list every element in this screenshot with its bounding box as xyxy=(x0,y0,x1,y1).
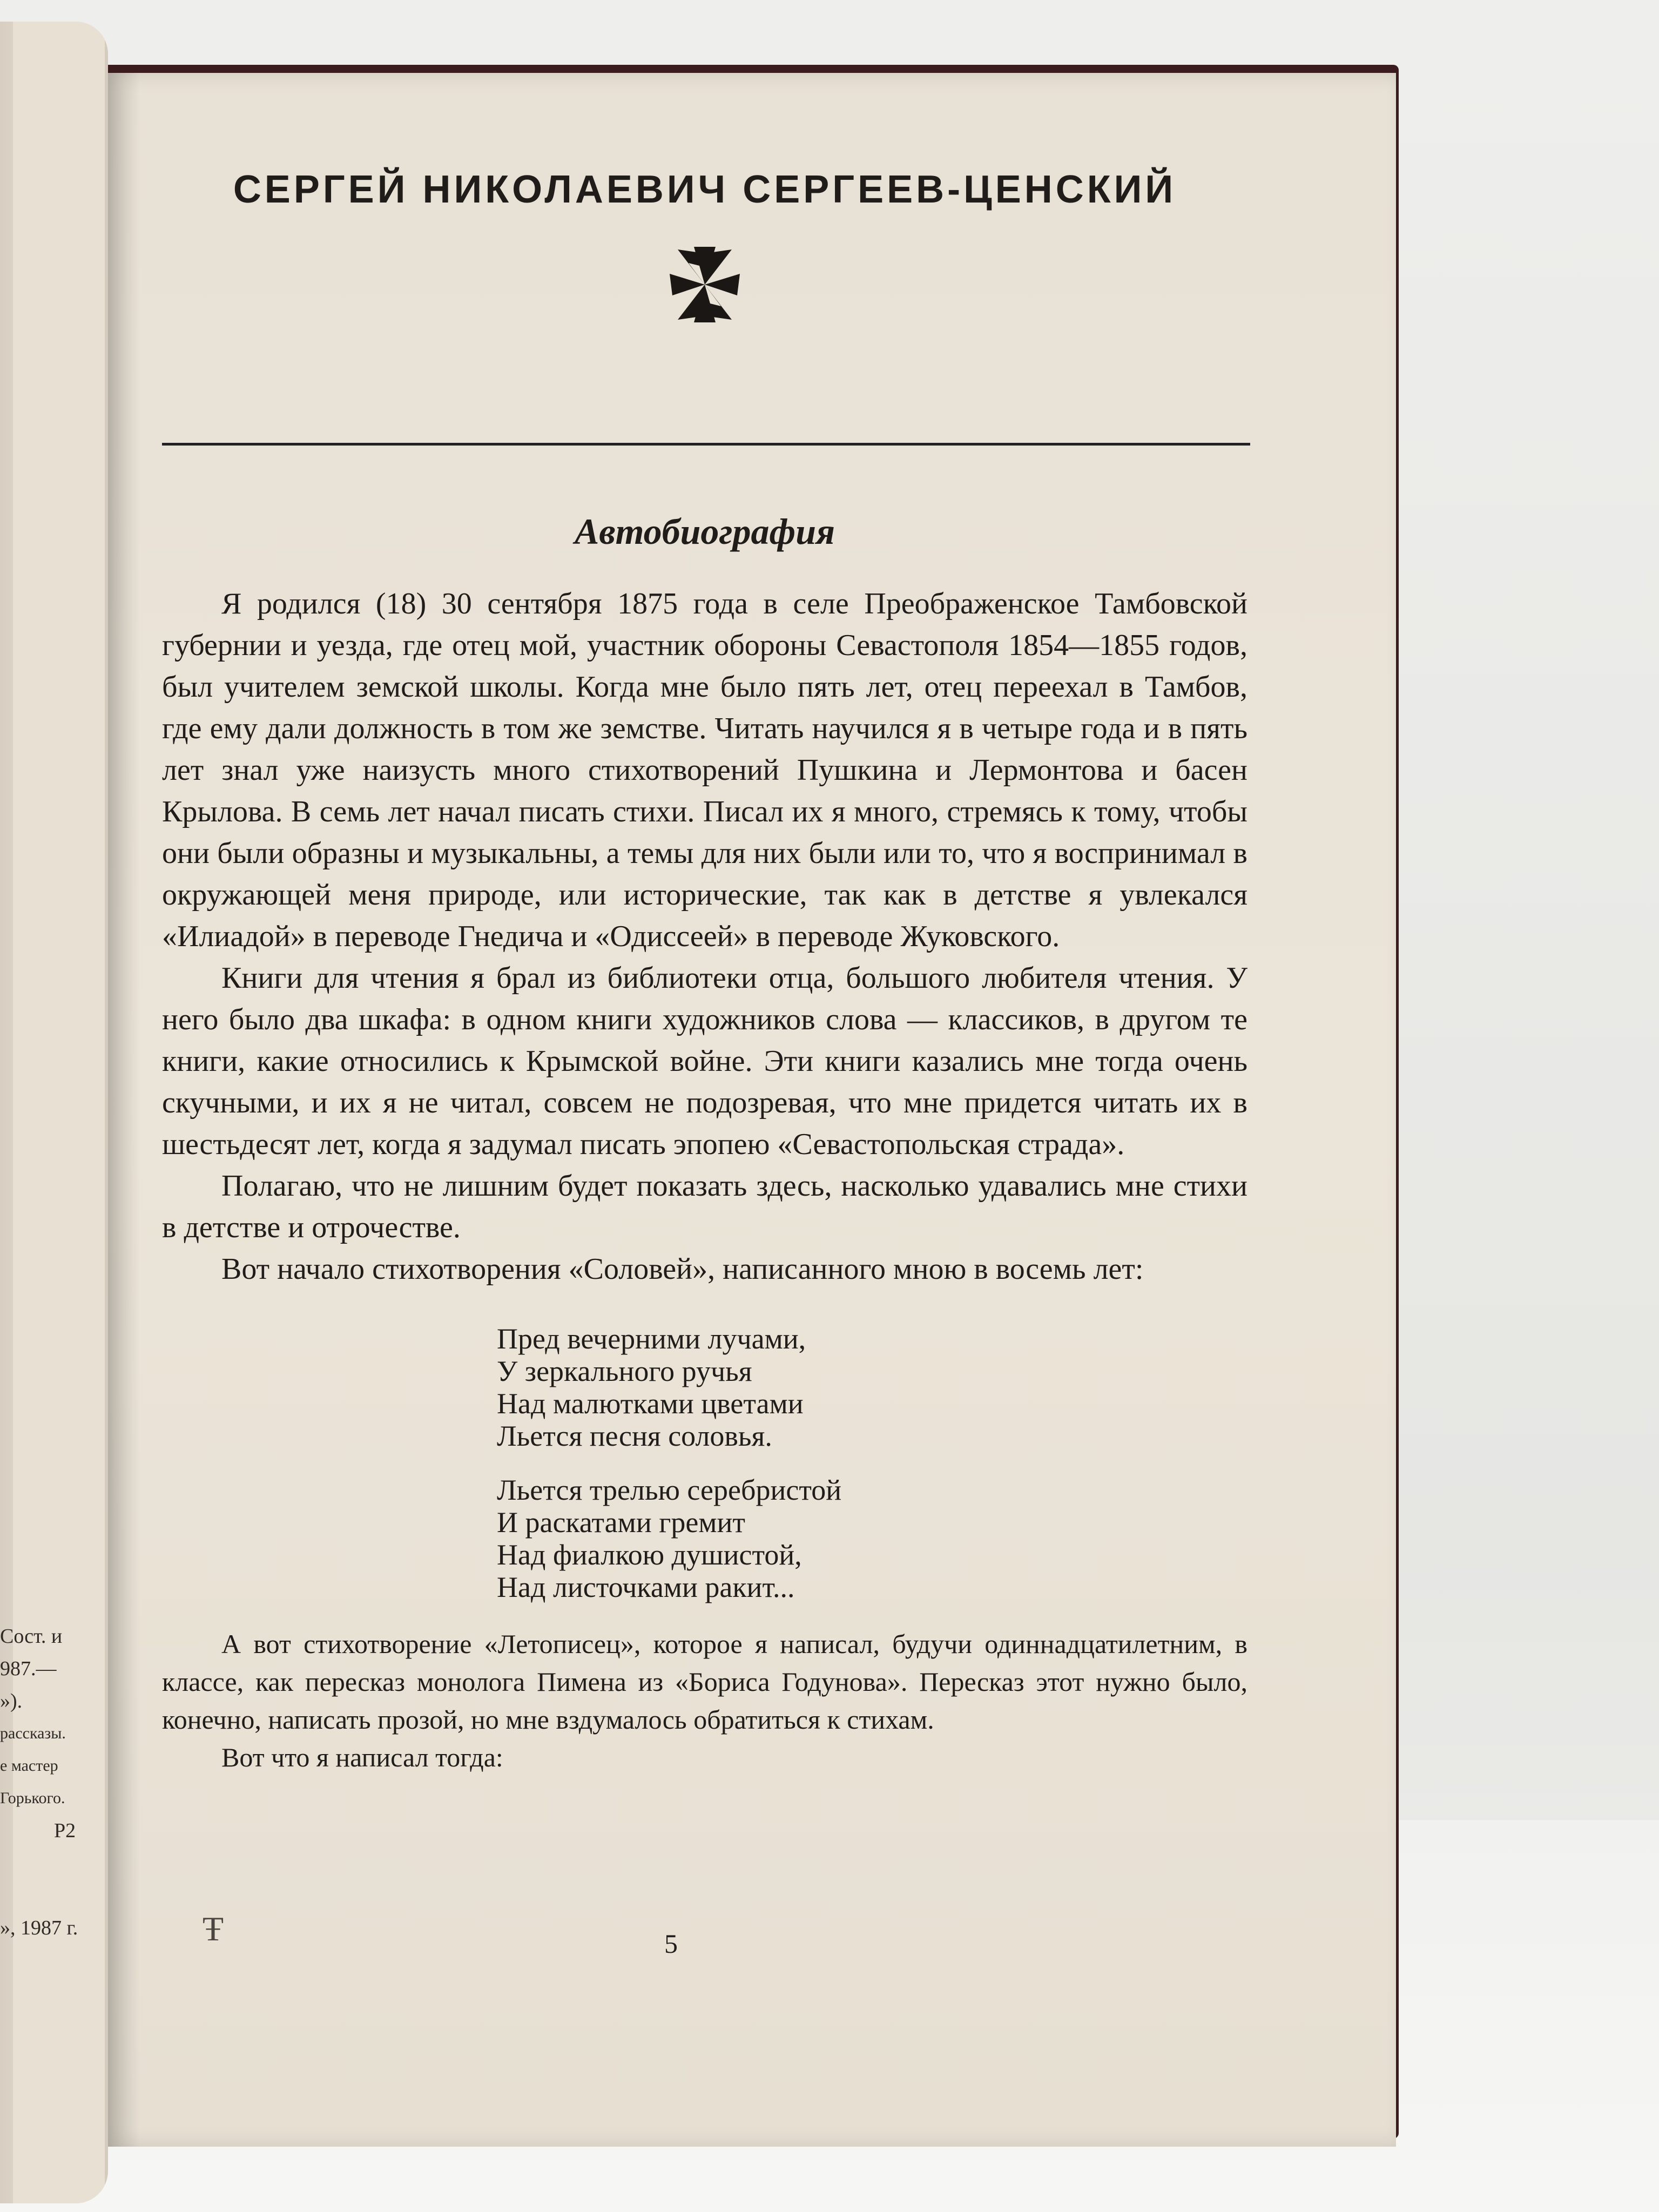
after-poem-text xyxy=(162,1625,1247,1776)
paragraph: Вот начало стихотворения «Соловей», написанного мною в восемь лет: xyxy=(221,1252,1144,1286)
edge-line: е мастер xyxy=(0,1757,58,1775)
poem-line: Над фиалкою душистой, xyxy=(497,1539,802,1571)
poem-line: Льется трелью серебристой xyxy=(497,1474,842,1506)
page-header xyxy=(162,167,1247,325)
left-page-text xyxy=(0,1620,108,1944)
pencil-mark: Ŧ xyxy=(203,1910,224,1948)
spine-shadow xyxy=(103,73,140,2147)
poem-line: Пред вечерними лучами, xyxy=(497,1323,806,1355)
edge-line: 987.— xyxy=(0,1657,57,1680)
edge-line: рассказы. xyxy=(0,1724,66,1742)
edge-line: », 1987 г. xyxy=(0,1917,78,1939)
edge-line: Горького. xyxy=(0,1789,65,1807)
section-title: Автобиография xyxy=(574,511,835,552)
poem-stanza xyxy=(497,1323,1247,1452)
poem-line: Над листочками ракит... xyxy=(497,1571,795,1603)
author-name: СЕРГЕЙ НИКОЛАЕВИЧ СЕРГЕЕВ-ЦЕНСКИЙ xyxy=(233,168,1177,211)
poem-line: Над малютками цветами xyxy=(497,1387,804,1420)
paragraph: Я родился (18) 30 сентября 1875 года в селе Преображенское Тамбовской губернии и уезда, где отец мой, участник обороны Севастополя 1854—1855 годов, был учителем земской школы. Когда мне было пять лет, отец переехал в Тамбов, где ему дали должность в том же земстве. Читать научился я в четыре года и в пять лет знал уже наизусть много стихотворений Пушкина и Лермонтова и басен Крылова. В семь лет начал писать стихи. Писал их я много, стремясь к тому, чтобы они были образны и музыкальны, а темы для них были или то, что я воспринимал в окружающей меня природе, или исторические, так как в детстве я увлекался «Илиадой» в переводе Гнедича и «Одиссеей» в переводе Жуковского. xyxy=(162,587,1247,953)
poem-stanza xyxy=(497,1474,1247,1603)
poem xyxy=(497,1323,1247,1603)
paragraph: Вот что я написал тогда: xyxy=(221,1742,503,1772)
paragraph: Книги для чтения я брал из библиотеки отца, большого любителя чтения. У него было два шкафа: в одном книги художников слова — классиков, в другом те книги, какие относились к Крымской войне. Эти книги казались мне тогда очень скучными, и их я не читал, совсем не подозревая, что мне придется читать их в шестьдесят лет, когда я задумал писать эпопею «Севастопольская страда». xyxy=(162,961,1247,1161)
poem-line: У зеркального ручья xyxy=(497,1355,752,1387)
edge-line: »). xyxy=(0,1690,23,1712)
edge-line: Р2 xyxy=(54,1819,76,1842)
poem-line: Льется песня соловья. xyxy=(497,1420,772,1452)
page-number: 5 xyxy=(664,1928,678,1959)
left-page-edge xyxy=(0,22,108,2203)
paragraph: А вот стихотворение «Летописец», которое я написал, будучи одиннадцатилетним, в классе, как пересказ монолога Пимена из «Бориса Годунова». Пересказ этот нужно было, конечно, написать прозой, но мне вздумалось обратиться к стихам. xyxy=(162,1629,1247,1735)
ornament-icon xyxy=(667,244,743,325)
paragraph: Полагаю, что не лишним будет показать здесь, насколько удавались мне стихи в детстве и отрочестве. xyxy=(162,1169,1247,1244)
poem-line: И раскатами гремит xyxy=(497,1506,746,1539)
edge-line: Сост. и xyxy=(0,1625,63,1648)
body-text xyxy=(162,583,1247,1776)
horizontal-rule xyxy=(162,443,1250,446)
